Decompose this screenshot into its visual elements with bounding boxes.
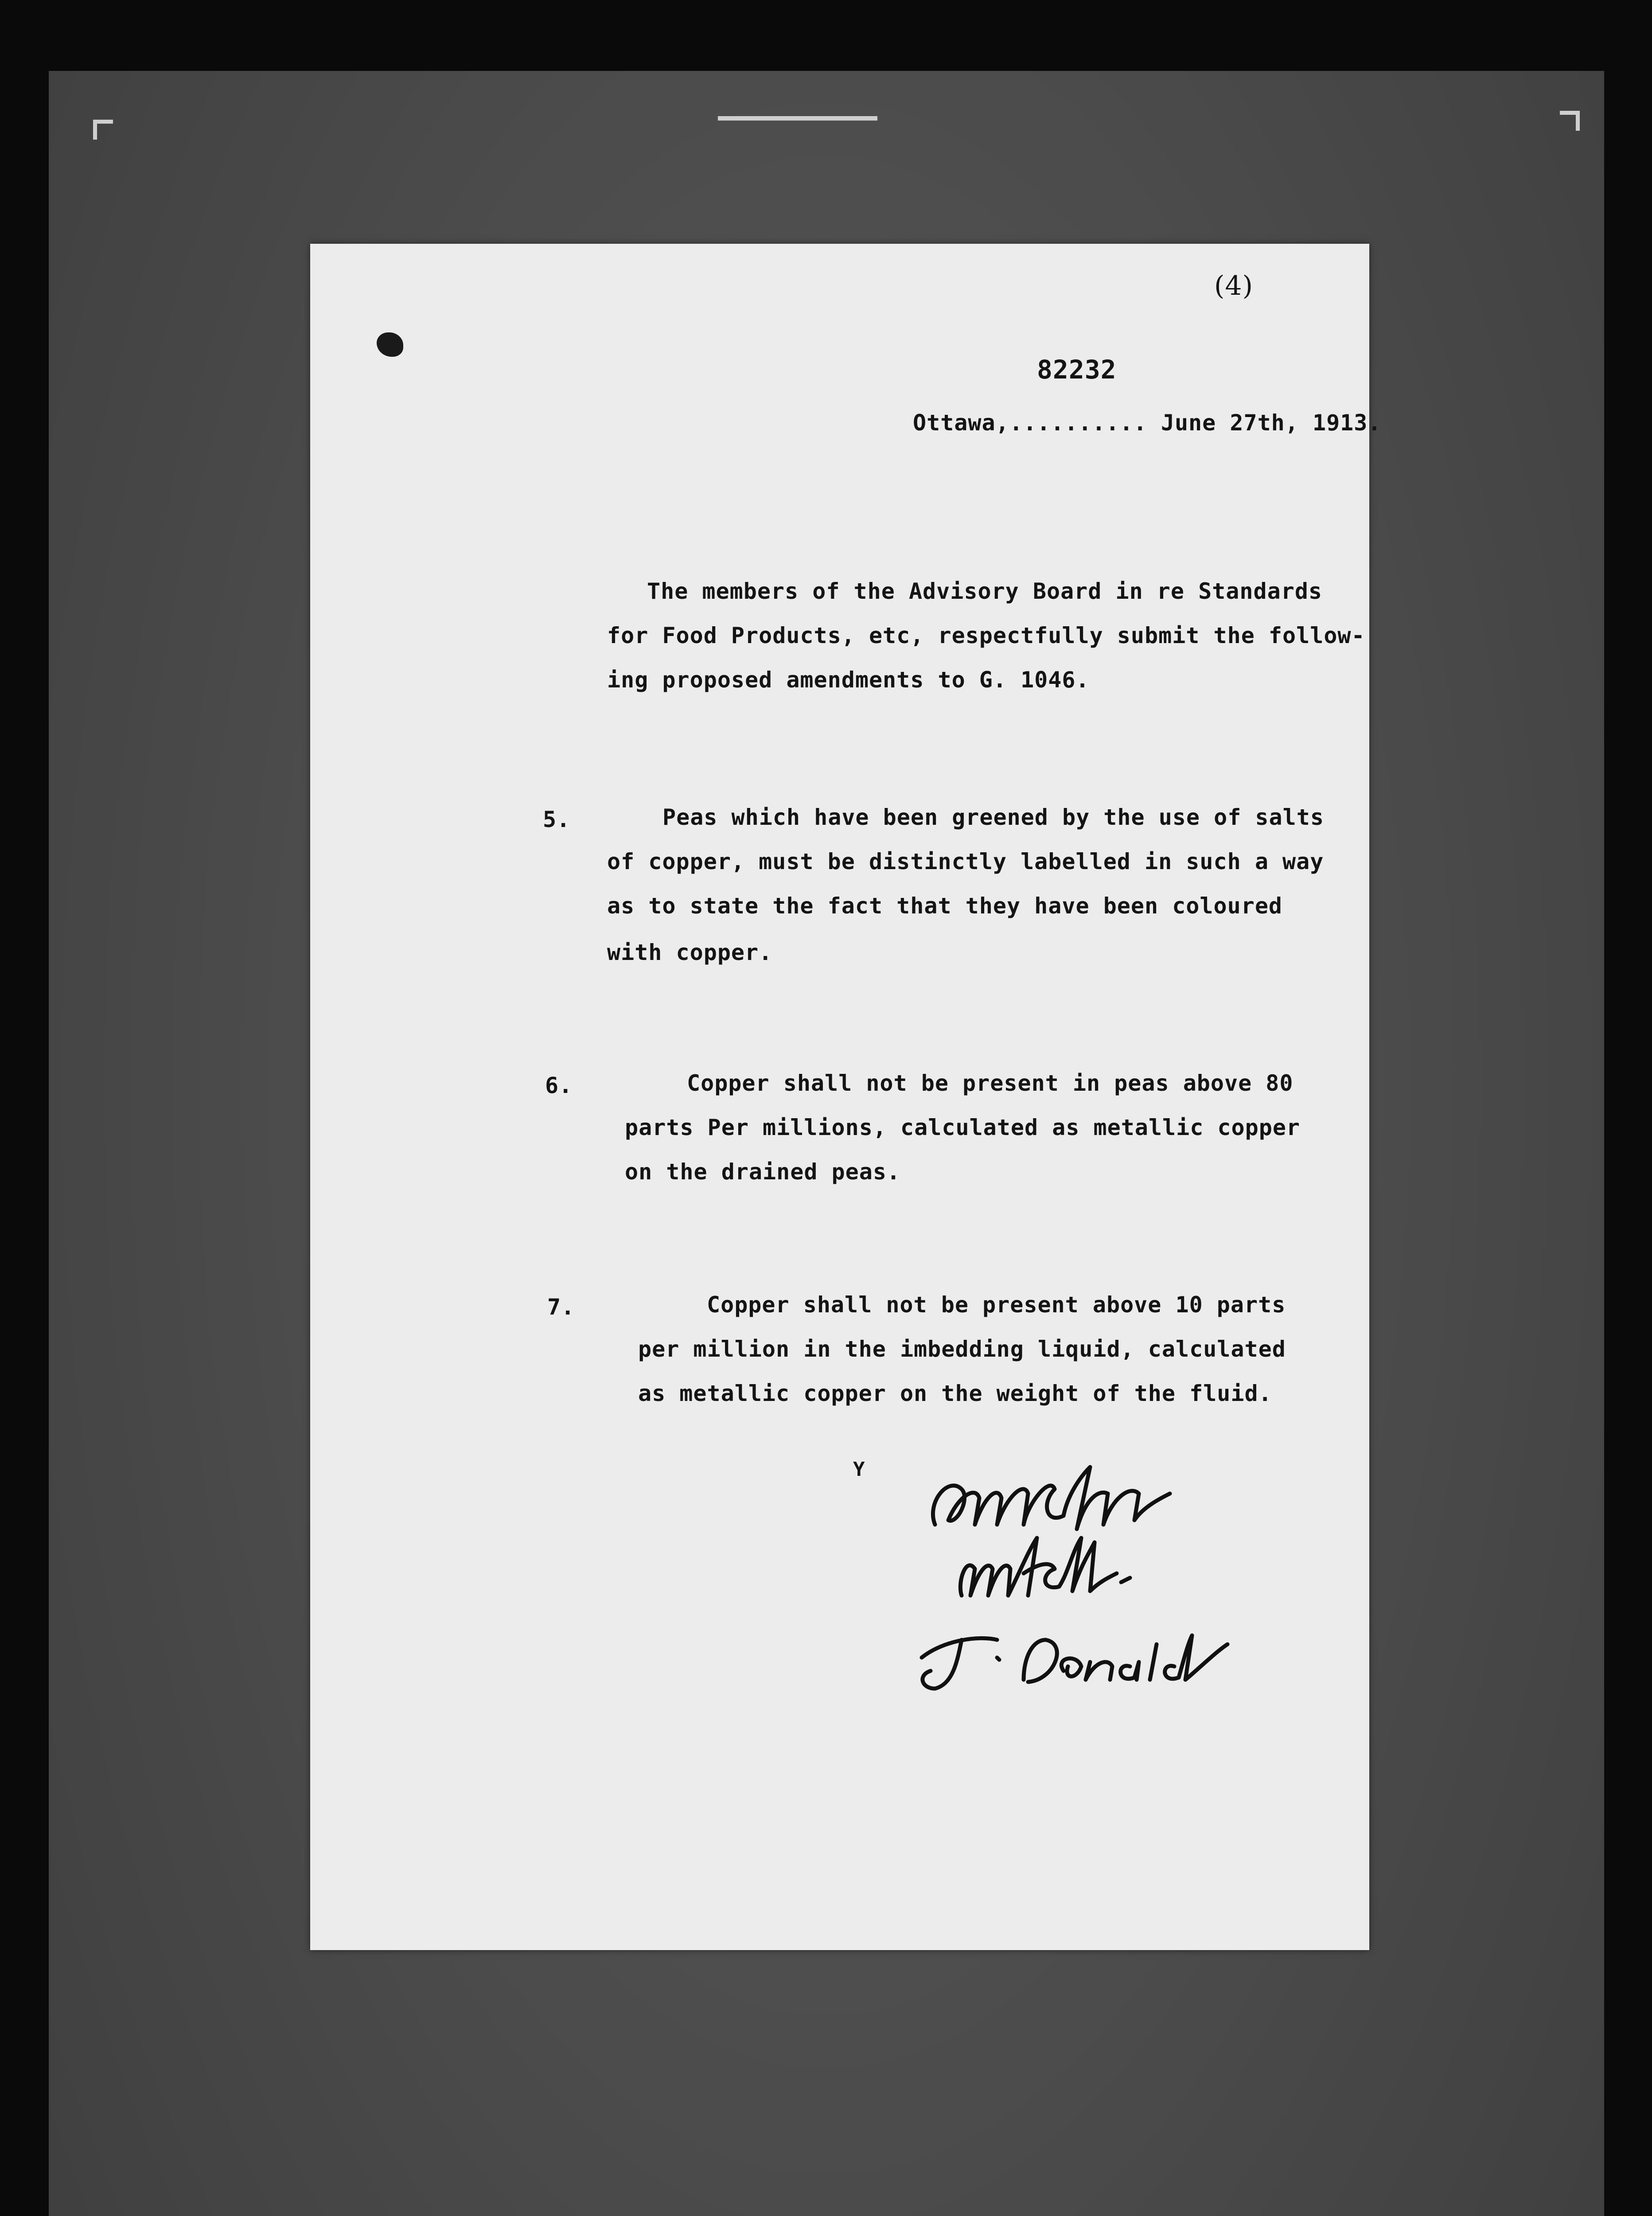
typed-mark: Y xyxy=(853,1458,865,1481)
item-line: of copper, must be distinctly labelled in such a way xyxy=(607,849,1324,874)
signature-mcgill xyxy=(933,1467,1170,1529)
frame-tick-mark xyxy=(718,116,877,121)
signature-kelli xyxy=(960,1538,1130,1596)
ink-blot xyxy=(377,332,403,357)
item-line: Copper shall not be present above 10 parts xyxy=(707,1292,1286,1318)
item-line: per million in the imbedding liquid, calculated xyxy=(638,1336,1286,1362)
item-line: with copper. xyxy=(607,940,773,965)
folio-number: (4) xyxy=(1214,270,1253,301)
intro-line: The members of the Advisory Board in re Standards xyxy=(647,578,1323,604)
crop-mark-top-right xyxy=(1560,111,1580,131)
item-line: parts Per millions, calculated as metallic copper xyxy=(625,1115,1301,1140)
item-line: Peas which have been greened by the use of salts xyxy=(662,804,1324,830)
item-number: 7. xyxy=(547,1294,575,1320)
archive-number: 82232 xyxy=(1037,355,1117,385)
document-sheet xyxy=(310,244,1382,1950)
intro-line: ing proposed amendments to G. 1046. xyxy=(607,667,1090,693)
item-line: on the drained peas. xyxy=(625,1159,901,1185)
intro-line: for Food Products, etc, respectfully submit the follow- xyxy=(607,623,1365,648)
item-line: as to state the fact that they have been coloured xyxy=(607,893,1283,919)
handwritten-signatures xyxy=(908,1449,1272,1706)
item-number: 6. xyxy=(545,1073,573,1098)
item-line: Copper shall not be present in peas above 80 xyxy=(687,1070,1294,1096)
dateline: Ottawa,.......... June 27th, 1913. xyxy=(913,410,1382,436)
item-number: 5. xyxy=(543,807,571,832)
signature-donald xyxy=(922,1635,1227,1689)
crop-mark-top-left xyxy=(93,120,113,140)
item-line: as metallic copper on the weight of the fluid. xyxy=(638,1381,1272,1406)
